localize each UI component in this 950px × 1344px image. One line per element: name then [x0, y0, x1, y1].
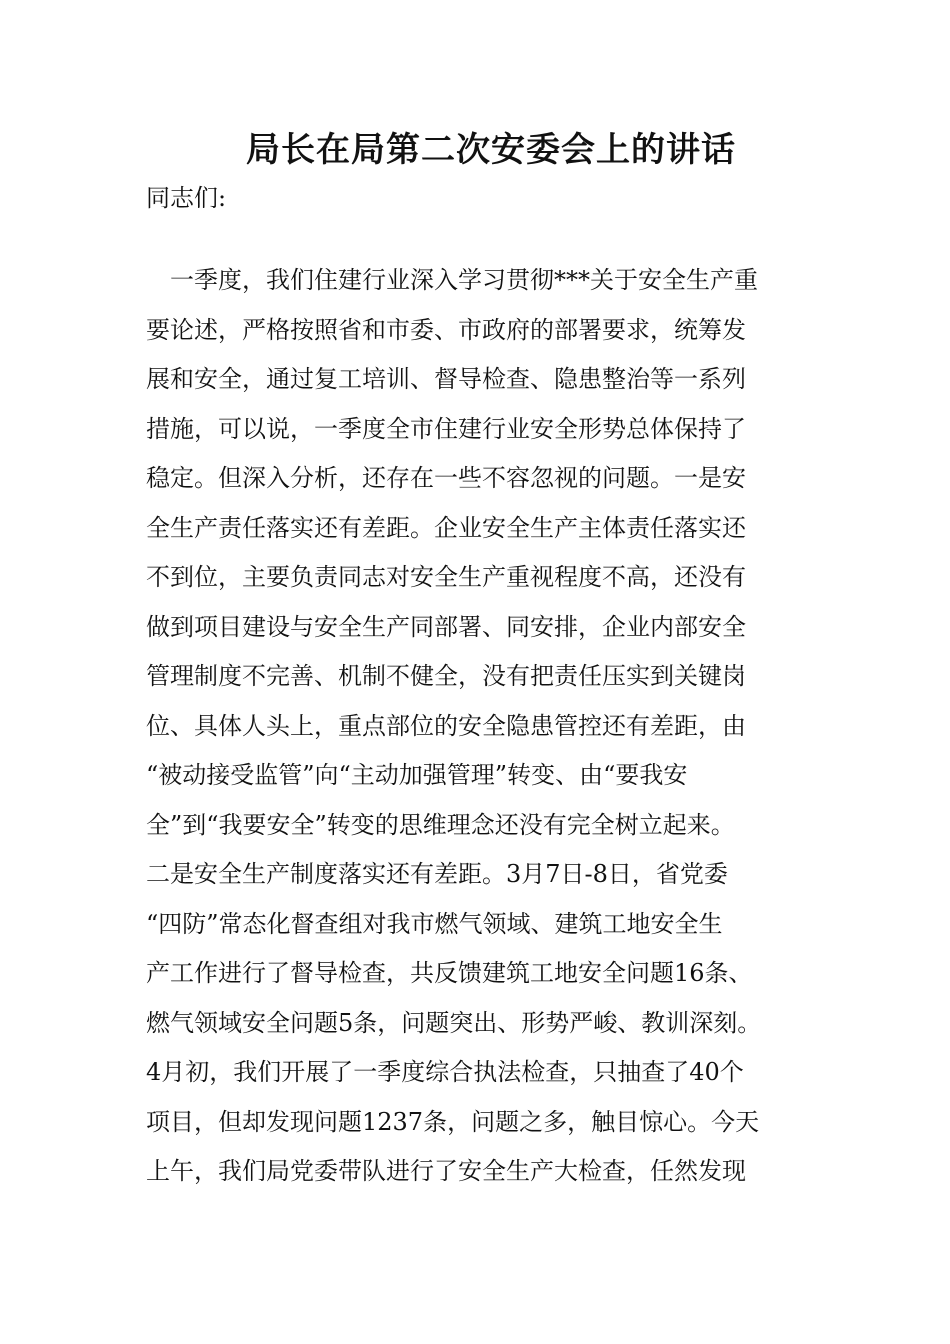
document-title: 局长在局第二次安委会上的讲话 [246, 130, 736, 170]
text-line: 要论述，严格按照省和市委、市政府的部署要求，统筹发 [146, 315, 746, 344]
text-line: 上午，我们局党委带队进行了安全生产大检查，任然发现 [146, 1157, 746, 1185]
salutation: 同志们: [146, 184, 227, 212]
text-line: 管理制度不完善、机制不健全，没有把责任压实到关键岗 [146, 662, 746, 690]
text-line: 一季度，我们住建行业深入学习贯彻***关于安全生产重 [146, 266, 758, 294]
text-line: 做到项目建设与安全生产同部署、同安排，企业内部安全 [146, 612, 746, 641]
text-line: 措施，可以说，一季度全市住建行业安全形势总体保持了 [146, 414, 746, 443]
text-line: 二是安全生产制度落实还有差距。3月7日-8日，省党委 [146, 860, 728, 888]
text-line: “被动接受监管”向“主动加强管理”转变、由“要我安 [146, 761, 688, 789]
text-line: 全”到“我要安全”转变的思维理念还没有完全树立起来。 [146, 810, 735, 839]
text-line: 项目，但却发现问题1237条，问题之多，触目惊心。今天 [146, 1107, 760, 1136]
text-line: “四防”常态化督查组对我市燃气领域、建筑工地安全生 [146, 909, 723, 938]
text-line: 4月初，我们开展了一季度综合执法检查，只抽查了40个 [146, 1058, 744, 1086]
text-line: 燃气领域安全问题5条，问题突出、形势严峻、教训深刻。 [146, 1008, 762, 1037]
body-paragraph [146, 260, 806, 1201]
text-line: 展和安全，通过复工培训、督导检查、隐患整治等一系列 [146, 365, 746, 393]
text-line: 位、具体人头上，重点部位的安全隐患管控还有差距，由 [146, 711, 746, 740]
text-line: 产工作进行了督导检查，共反馈建筑工地安全问题16条、 [146, 959, 753, 987]
text-line: 全生产责任落实还有差距。企业安全生产主体责任落实还 [146, 513, 746, 542]
text-line: 不到位，主要负责同志对安全生产重视程度不高，还没有 [146, 563, 746, 591]
text-line: 稳定。但深入分析，还存在一些不容忽视的问题。一是安 [146, 464, 746, 492]
